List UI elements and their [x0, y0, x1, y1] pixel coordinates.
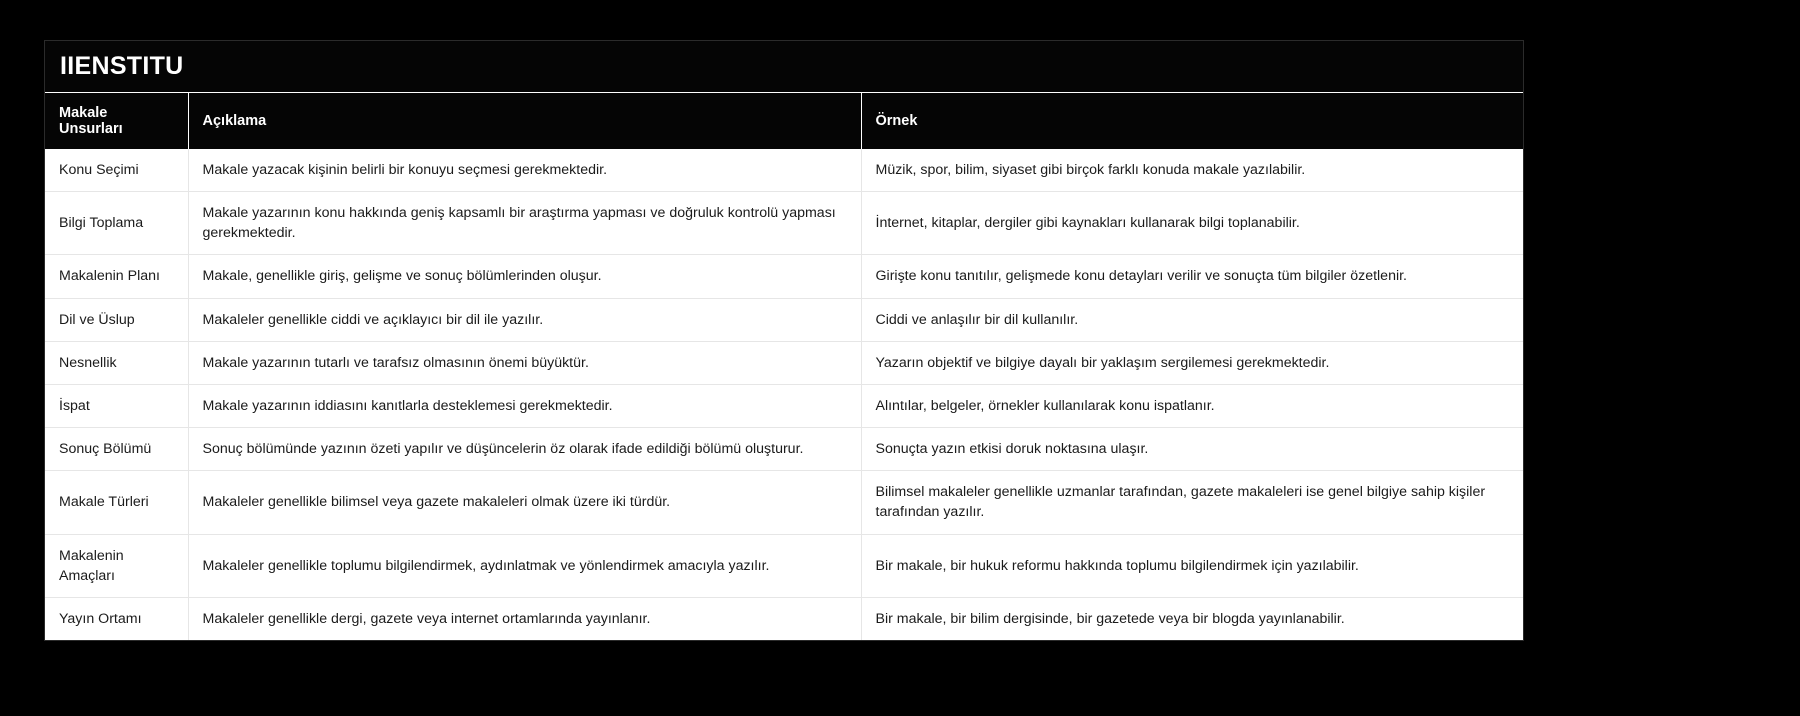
- table-row: [45, 428, 1523, 471]
- table-row: [45, 149, 1523, 192]
- article-elements-table-card: [44, 40, 1524, 641]
- cell-example: İnternet, kitaplar, dergiler gibi kaynakları kullanarak bilgi toplanabilir.: [861, 192, 1523, 255]
- table-row: [45, 255, 1523, 298]
- cell-term: Sonuç Bölümü: [45, 428, 188, 471]
- cell-example: Bilimsel makaleler genellikle uzmanlar tarafından, gazete makaleleri ise genel bilgiye sahip kişiler tarafından yazılır.: [861, 471, 1523, 534]
- cell-example: Alıntılar, belgeler, örnekler kullanılarak konu ispatlanır.: [861, 384, 1523, 427]
- cell-description: Makaleler genellikle ciddi ve açıklayıcı bir dil ile yazılır.: [188, 298, 861, 341]
- cell-description: Makale yazarının tutarlı ve tarafsız olmasının önemi büyüktür.: [188, 341, 861, 384]
- table-header-row: [45, 93, 1523, 149]
- cell-term: Makalenin Amaçları: [45, 534, 188, 597]
- column-header-aciklama: Açıklama: [188, 93, 861, 149]
- brand-logo: IIENSTITU: [60, 52, 184, 80]
- cell-term: İspat: [45, 384, 188, 427]
- cell-term: Makale Türleri: [45, 471, 188, 534]
- cell-term: Bilgi Toplama: [45, 192, 188, 255]
- cell-term: Makalenin Planı: [45, 255, 188, 298]
- cell-example: Yazarın objektif ve bilgiye dayalı bir yaklaşım sergilemesi gerekmektedir.: [861, 341, 1523, 384]
- article-elements-table: [45, 93, 1523, 640]
- cell-description: Makale yazarının iddiasını kanıtlarla desteklemesi gerekmektedir.: [188, 384, 861, 427]
- cell-example: Ciddi ve anlaşılır bir dil kullanılır.: [861, 298, 1523, 341]
- cell-term: Konu Seçimi: [45, 149, 188, 192]
- cell-description: Makale, genellikle giriş, gelişme ve sonuç bölümlerinden oluşur.: [188, 255, 861, 298]
- column-header-makale-unsurlari: Makale Unsurları: [45, 93, 188, 149]
- cell-description: Makale yazacak kişinin belirli bir konuyu seçmesi gerekmektedir.: [188, 149, 861, 192]
- cell-example: Bir makale, bir bilim dergisinde, bir gazetede veya bir blogda yayınlanabilir.: [861, 597, 1523, 640]
- cell-example: Bir makale, bir hukuk reformu hakkında toplumu bilgilendirmek için yazılabilir.: [861, 534, 1523, 597]
- brand-header: [45, 41, 1523, 93]
- table-row: [45, 341, 1523, 384]
- table-body: [45, 149, 1523, 640]
- cell-term: Dil ve Üslup: [45, 298, 188, 341]
- cell-example: Girişte konu tanıtılır, gelişmede konu detayları verilir ve sonuçta tüm bilgiler özetlenir.: [861, 255, 1523, 298]
- cell-description: Makaleler genellikle bilimsel veya gazete makaleleri olmak üzere iki türdür.: [188, 471, 861, 534]
- table-row: [45, 192, 1523, 255]
- cell-example: Sonuçta yazın etkisi doruk noktasına ulaşır.: [861, 428, 1523, 471]
- cell-term: Nesnellik: [45, 341, 188, 384]
- cell-description: Makale yazarının konu hakkında geniş kapsamlı bir araştırma yapması ve doğruluk kontrolü yapması gerekmektedir.: [188, 192, 861, 255]
- table-row: [45, 471, 1523, 534]
- table-row: [45, 534, 1523, 597]
- cell-term: Yayın Ortamı: [45, 597, 188, 640]
- table-row: [45, 298, 1523, 341]
- column-header-ornek: Örnek: [861, 93, 1523, 149]
- cell-example: Müzik, spor, bilim, siyaset gibi birçok farklı konuda makale yazılabilir.: [861, 149, 1523, 192]
- table-row: [45, 597, 1523, 640]
- table-row: [45, 384, 1523, 427]
- cell-description: Makaleler genellikle toplumu bilgilendirmek, aydınlatmak ve yönlendirmek amacıyla yazılır.: [188, 534, 861, 597]
- table-header: [45, 93, 1523, 149]
- cell-description: Sonuç bölümünde yazının özeti yapılır ve düşüncelerin öz olarak ifade edildiği bölümü oluşturur.: [188, 428, 861, 471]
- cell-description: Makaleler genellikle dergi, gazete veya internet ortamlarında yayınlanır.: [188, 597, 861, 640]
